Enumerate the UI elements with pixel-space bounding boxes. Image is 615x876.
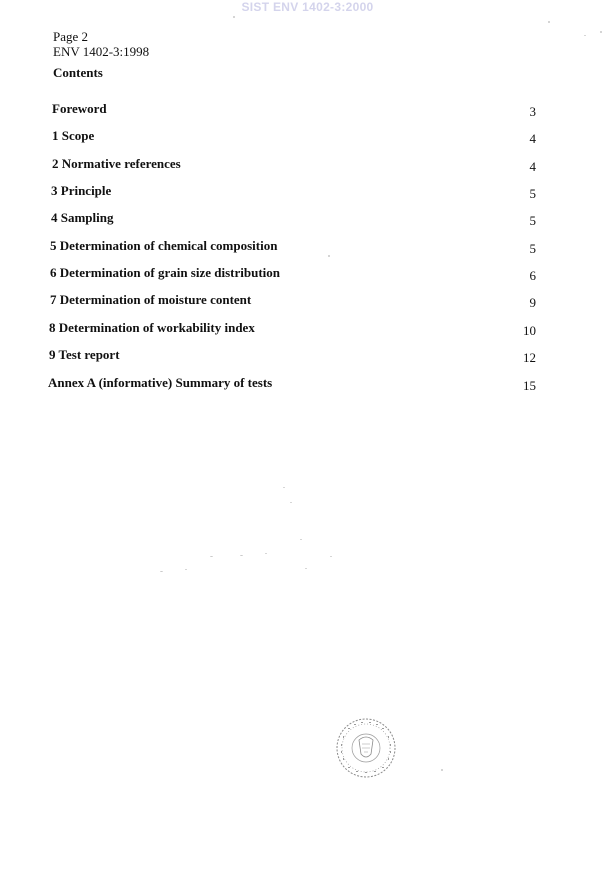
toc-entry-page: 5 [529,241,536,256]
toc-entry-page: 12 [523,350,536,365]
toc-entry-title: Annex A (informative) Summary of tests [48,375,273,390]
toc-entry-page: 4 [529,131,536,146]
toc-entry-page: 15 [523,378,536,393]
toc-entry-title: 1 Scope [52,128,95,143]
toc-entry-title: 6 Determination of grain size distribution [50,265,281,280]
toc-entry-title: Foreword [52,101,107,116]
toc-entry-page: 6 [529,268,536,283]
toc-entry-principle[interactable] [0,183,615,201]
toc-entry-page: 4 [529,159,536,174]
toc-entry-page: 5 [529,186,536,201]
toc-entry-moisture-content[interactable] [0,292,615,310]
toc-entry-page: 5 [529,213,536,228]
toc-entry-title: 9 Test report [49,347,120,362]
toc-entry-grain-size[interactable] [0,265,615,283]
toc-entry-title: 2 Normative references [52,156,181,171]
toc-entry-workability-index[interactable] [0,320,615,338]
toc-entry-page: 9 [529,295,536,310]
toc-entry-title: 8 Determination of workability index [49,320,255,335]
page-number-label: Page 2 [53,29,89,44]
toc-entry-title: 7 Determination of moisture content [50,292,252,307]
toc-entry-title: 4 Sampling [51,210,114,225]
toc-entry-test-report[interactable] [0,347,615,365]
toc-entry-foreword[interactable] [0,101,615,119]
toc-entry-title: 5 Determination of chemical composition [50,238,278,253]
toc-entry-page: 3 [529,104,536,119]
official-seal-stamp-icon [334,716,398,780]
toc-entry-sampling[interactable] [0,210,615,228]
toc-entry-page: 10 [523,323,536,338]
document-identifier: ENV 1402-3:1998 [53,44,150,59]
toc-entry-normative-references[interactable] [0,156,615,174]
toc-entry-annex-a[interactable] [0,375,615,393]
toc-entry-title: 3 Principle [51,183,112,198]
toc-entry-chemical-composition[interactable] [0,238,615,256]
toc-entry-scope[interactable] [0,128,615,146]
watermark: SIST ENV 1402-3:2000 [241,0,374,14]
contents-heading: Contents [53,65,103,80]
